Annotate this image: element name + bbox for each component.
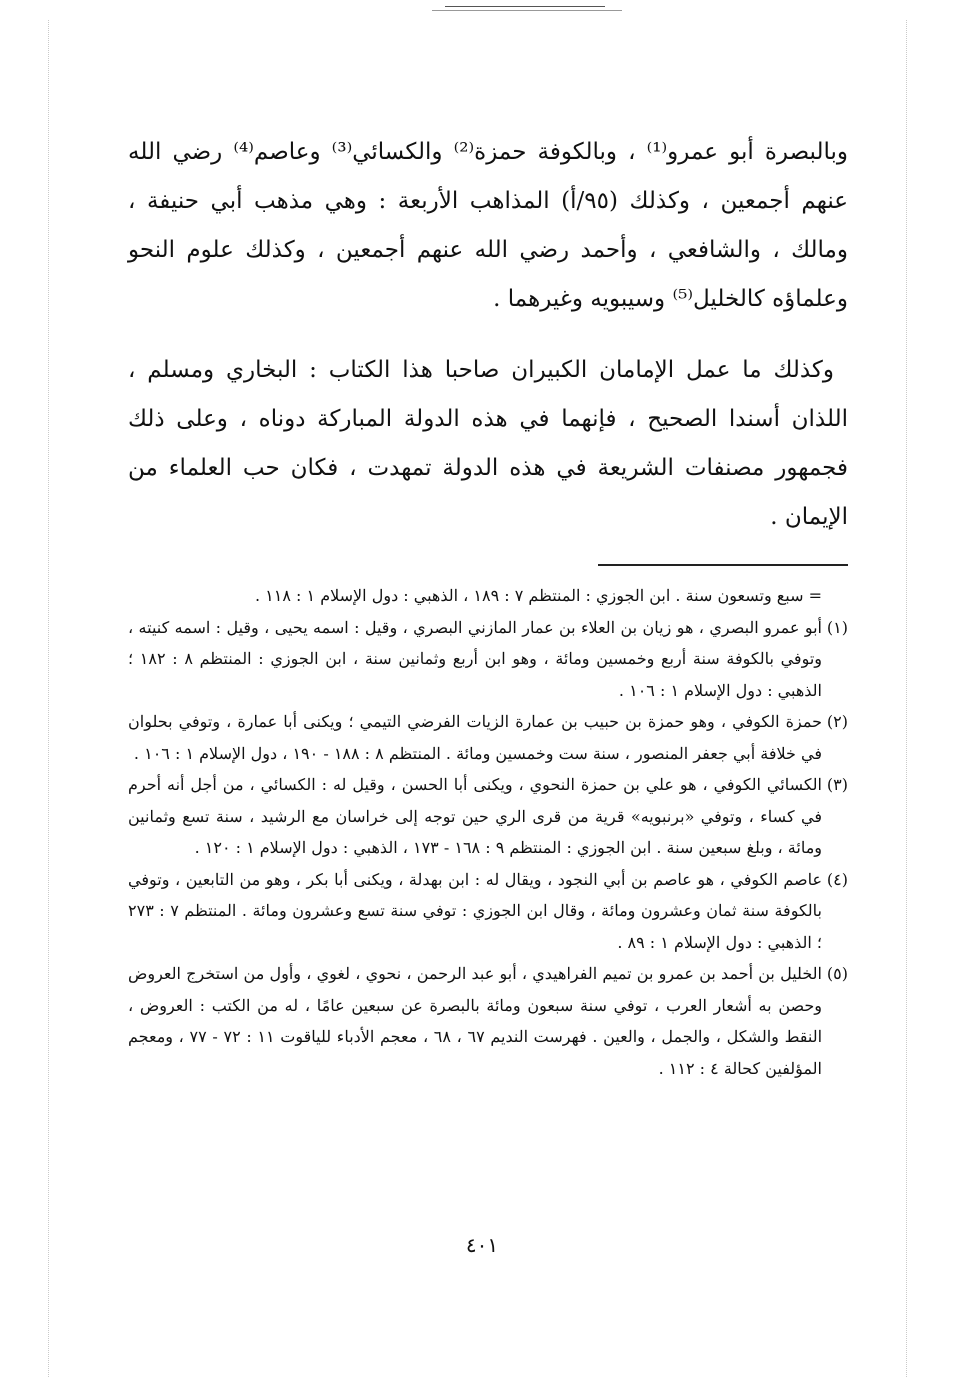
footnote-5 bbox=[128, 958, 848, 1084]
header-rule-secondary bbox=[432, 10, 622, 11]
footnote-3 bbox=[128, 769, 848, 864]
footnote-number: (١) bbox=[826, 617, 848, 637]
main-text bbox=[128, 128, 848, 542]
footnote-number: (٢) bbox=[826, 712, 848, 731]
footnote-text: عاصم الكوفي ، هو عاصم بن أبي النجود ، ويقال له : ابن بهدلة ، ويكنى أبا بكر ، وهو من التابعين ، وتوفي بالكوفة سنة ثمان وعشرون ومائة ، وقال ابن الجوزي : توفي سنة تسع وعشرون ومائة . المنتظم ٧ : ٢٧٣ ؛ الذهبي : دول الإسلام ١ : ٨٩ . bbox=[128, 869, 822, 952]
body-paragraph: وبالبصرة أبو عمرو⁽¹⁾ ، وبالكوفة حمزة⁽²⁾ والكسائي⁽³⁾ وعاصم⁽⁴⁾ رضي الله عنهم أجمعين ، وكذلك (٩٥/أ) المذاهب الأربعة : وهي مذهب أبي حنيفة ، ومالك ، والشافعي ، وأحمد رضي الله عنهم أجمعين ، وكذلك علوم النحو وعلماؤه كالخليل⁽⁵⁾ وسيبويه وغيرهما . bbox=[128, 139, 849, 312]
footnote-4 bbox=[128, 864, 848, 959]
footnote-number: (٣) bbox=[826, 775, 848, 794]
footnote-text: الخليل بن أحمد بن عمرو بن تميم الفراهيدي ، أبو عبد الرحمن ، نحوي ، لغوي ، وأول من استخرج العروض وحصن به أشعار العرب ، توفي سنة سبعون ومائة بالبصرة عن سبعين عامًا ، له من الكتب : العروض ، النقط والشكل ، والجمل ، والعين . فهرست النديم ٦٧ ، ٦٨ ، معجم الأدباء للياقوت ١١ : ٧٢ - ٧٧ ، ومعجم المؤلفين كحالة ٤ : ١١٢ . bbox=[128, 964, 823, 1078]
page-content bbox=[128, 128, 848, 1084]
footnote-text: أبو عمرو البصري ، هو زيان بن العلاء بن عمار المازني البصري ، وقيل : اسمه يحيى ، وقيل : اسمه كنيته ، وتوفي بالكوفة سنة أربع وخمسين ومائة ، وهو ابن أربع وثمانين سنة ، ابن الجوزي : المنتظم ٨ : ١٨٢ ؛ الذهبي : دول الإسلام ١ : ١٠٦ . bbox=[128, 617, 823, 700]
footnote-number: (٥) bbox=[826, 964, 848, 983]
footnote-text: الكسائي الكوفي ، هو علي بن حمزة النحوي ، ويكنى أبا الحسن ، وقيل له : الكسائي ، من أجل أنه أحرم في كساء ، وتوفي «برنبويه» قرية من قرى الري حين توجه إلى خراسان مع الرشيد ، سنة تسع وثمانين ومائة ، وبلغ سبعين سنة . ابن الجوزي : المنتظم ٩ : ١٦٨ - ١٧٣ ، الذهبي : دول الإسلام ١ : ١٢٠ . bbox=[128, 775, 823, 857]
header-rule bbox=[445, 6, 605, 7]
body-paragraph: وكذلك ما عمل الإمامان الكبيران صاحبا هذا الكتاب : البخاري ومسلم ، اللذان أسندا الصحيح ، فإنهما في هذه الدولة المباركة دوناه ، وعلى ذلك فجمهور مصنفات الشريعة في هذه الدولة تمهدت ، فكان حب العلماء من الإيمان . bbox=[128, 357, 848, 530]
page-number: ٤٠١ bbox=[465, 1233, 499, 1257]
footnote-continuation: = سبع وتسعون سنة . ابن الجوزي : المنتظم ٧ : ١٨٩ ، الذهبي : دول الإسلام ١ : ١١٨ . bbox=[255, 586, 822, 605]
footnote-number: (٤) bbox=[826, 869, 848, 889]
left-margin-guide bbox=[48, 20, 49, 1377]
right-margin-guide bbox=[906, 20, 907, 1377]
footnote-separator bbox=[598, 564, 848, 566]
footnotes bbox=[128, 580, 848, 1084]
footnote-1 bbox=[128, 612, 848, 707]
footnote-text: حمزة الكوفي ، وهو حمزة بن حبيب بن عمارة الزيات الفرضي التيمي ؛ ويكنى أبا عمارة ، وتوفي بحلوان في خلافة أبي جعفر المنصور ، سنة ست وخمسين ومائة . المنتظم ٨ : ١٨٨ - ١٩٠ ، دول الإسلام ١ : ١٠٦ . bbox=[128, 712, 822, 763]
footnote-2 bbox=[128, 706, 848, 769]
